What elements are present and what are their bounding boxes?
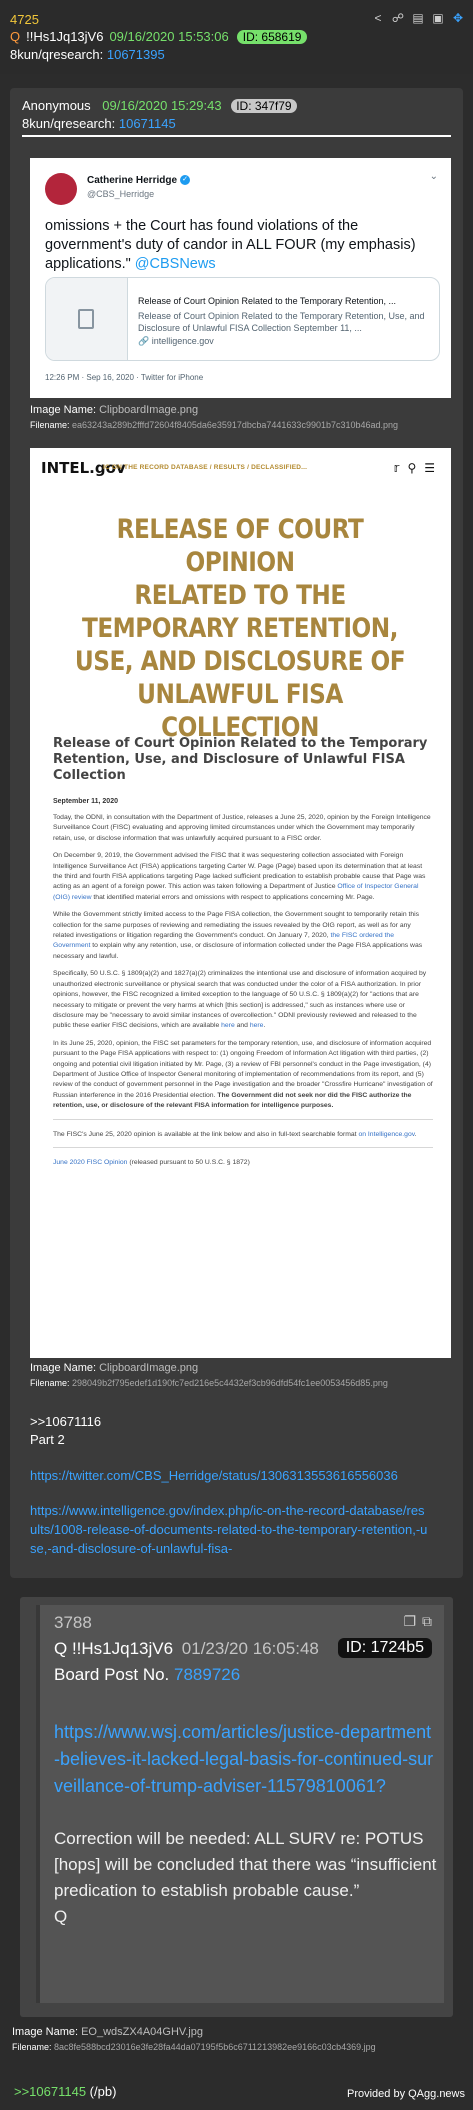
chevron-down-icon: ⌄ bbox=[429, 171, 438, 182]
intel-paragraph bbox=[53, 851, 433, 903]
intel-hero-line: TEMPORARY RETENTION, bbox=[82, 613, 398, 644]
q-drop-card bbox=[20, 1597, 453, 2017]
quoted-part-label: Part 2 bbox=[30, 1432, 65, 1447]
image2-name: ClipboardImage.png bbox=[99, 1362, 199, 1374]
intel-article-heading: Release of Court Opinion Related to the Temporary Retention, Use, and Disclosure of Unlawful FISA Collection bbox=[53, 736, 428, 783]
intel-gov-screenshot[interactable] bbox=[30, 448, 451, 1358]
image1-name-label: Image Name: bbox=[30, 404, 97, 416]
image2-name-row bbox=[30, 1362, 198, 1374]
post-meta bbox=[10, 29, 463, 44]
image3-name: EO_wdsZX4A04GHV.jpg bbox=[81, 2026, 203, 2038]
image3-filename-label: Filename: bbox=[12, 2042, 52, 2052]
drop-signature: Q bbox=[54, 1907, 68, 1926]
intel-text: While the Government strictly limited access to the Page FISA collection, the Government sought to temporarily retain this collection for the same purposes of reviewing and remediating the issues revealed by the OIG report, as well as for any related investigations or litigation regarding the Government's conduct. On January 7, 2020, bbox=[53, 911, 420, 940]
intel-text: Specifically, 50 U.S.C. § 1809(a)(2) and 1827(a)(2) criminalizes the intentional use and disclosure of information acquired by unauthorized electronic surveillance or physical search that was conducted under the color of a FISA authorization. In prior opinions, however, the FISC recognized a limited exception to the language of 50 U.S.C. § 1809(a)(2) for "actions that are necessary to mitigate or prevent the very harms at which [this section] is addressed," such as instances where use or disclosure may be "necessary to avoid similar instances of overcollection." ODNI previously reviewed and released to the public these earlier FISC decisions, which are available bbox=[53, 970, 427, 1030]
intel-text: In its June 25, 2020, opinion, the FISC set parameters for the temporary retention, use, and disclosure of information acquired pursuant to the Page FISA applications with respect to: (1) ongoing Freedom of Information Act litigation with third parties, (2) ongoing and potential civil litigation initiated by Mr. Page, (3) a review of FBI personnel's conduct in the Page investigation, (4) Department of Justice Office of Inspector General monitoring of implementation of recommendations from its report, and (5) review of the conduct of government personnel in the Page investigation and the broader "Crossfire Hurricane" investigation of Russian interference in the 2016 Presidential election. bbox=[53, 1039, 433, 1099]
quoted-post-header bbox=[10, 88, 463, 113]
intel-hero-title bbox=[69, 513, 411, 744]
tweet-card-title: Release of Court Opinion Related to the Temporary Retention, ... bbox=[138, 296, 396, 306]
intel-article bbox=[53, 736, 433, 1175]
image-icon[interactable]: ▣ bbox=[432, 11, 444, 25]
drop-board-post-link[interactable]: 7889726 bbox=[174, 1665, 241, 1684]
drop-id-badge: ID: 1724b5 bbox=[338, 1638, 432, 1658]
intel-hero-line: UNLAWFUL FISA COLLECTION bbox=[137, 679, 343, 743]
intel-logo: INTEL.gov bbox=[41, 459, 126, 477]
image3-name-row bbox=[12, 2026, 203, 2038]
footer-reply bbox=[14, 2084, 116, 2099]
board-reference bbox=[10, 47, 463, 62]
footer-reply-link[interactable]: >>10671145 bbox=[14, 2084, 87, 2099]
tripcode: !!Hs1Jq13jV6 bbox=[26, 29, 104, 44]
document-icon bbox=[78, 309, 94, 329]
quoted-timestamp: 09/16/2020 15:29:43 bbox=[102, 98, 222, 113]
menu-icon: ☰ bbox=[424, 461, 435, 475]
tweet-footer: 12:26 PM · Sep 16, 2020 · Twitter for iPhone bbox=[45, 373, 204, 382]
image2-filename-row bbox=[30, 1378, 388, 1388]
image3-filename: 8ac8fe588bcd23016e3fe28fa44da07195f5b6c6711213982ee9166c03cb4369.jpg bbox=[54, 2042, 376, 2052]
intel-paragraph: Today, the ODNI, in consultation with the Department of Justice, releases a June 25, 2020, opinion by the Foreign Intelligence Surveillance Court (FISC) evaluating and approving limited circumstances under which the Government may temporarily retain, use, or disclose information that was unlawfully acquired pursuant to a FISC order. bbox=[53, 814, 431, 842]
drop-header bbox=[54, 1639, 319, 1659]
twitter-icon: 𝕣 bbox=[393, 461, 400, 475]
intel-divider bbox=[53, 1147, 433, 1148]
post-header bbox=[0, 0, 473, 74]
intel-bold-text: The Government did not seek nor did the FISC authorize the retention, use, or disclosure of the relevant FISA information for intelligence purposes. bbox=[53, 1091, 412, 1110]
intel-hero-line: USE, AND DISCLOSURE OF bbox=[74, 646, 406, 677]
drop-board-row bbox=[54, 1665, 240, 1685]
drop-message: Correction will be needed: ALL SURV re: POTUS [hops] will be concluded that there was “insufficient predication to establish probable cause.” bbox=[54, 1829, 437, 1900]
intel-link: on Intelligence.gov bbox=[358, 1130, 415, 1138]
intel-text: and bbox=[234, 1022, 250, 1030]
image1-name: ClipboardImage.png bbox=[99, 404, 199, 416]
tweet-avatar bbox=[45, 173, 77, 205]
tweet-text bbox=[45, 217, 440, 274]
intel-breadcrumb: IC ON THE RECORD DATABASE / RESULTS / DECLASSIFIED... bbox=[103, 464, 308, 471]
intel-text: (released pursuant to 50 U.S.C. § 1872) bbox=[127, 1158, 250, 1166]
quoted-board-reference bbox=[10, 113, 463, 131]
intel-text: The FISC's June 25, 2020 opinion is available at the link below and also in full-text searchable format bbox=[53, 1130, 359, 1138]
quoted-author: Anonymous bbox=[22, 98, 91, 113]
image2-name-label: Image Name: bbox=[30, 1362, 97, 1374]
intel-text: . bbox=[263, 1022, 266, 1030]
image1-name-row bbox=[30, 404, 198, 416]
verified-icon: ✓ bbox=[180, 175, 190, 185]
drop-tools bbox=[403, 1613, 432, 1630]
intel-link: the FISC ordered the Government bbox=[53, 932, 394, 950]
quoted-reply-ref[interactable]: >>10671116 bbox=[30, 1414, 102, 1429]
image3-name-label: Image Name: bbox=[12, 2026, 79, 2038]
expand-icon[interactable]: ⧉ bbox=[422, 1613, 432, 1629]
q-mark: Q bbox=[10, 29, 21, 44]
intel-hero-line: RELEASE OF COURT OPINION bbox=[116, 514, 364, 578]
quoted-post bbox=[10, 88, 463, 1578]
tweet-author-line bbox=[87, 175, 190, 186]
footer-credit: Provided by QAgg.news bbox=[346, 2088, 465, 2100]
intel-paragraph bbox=[53, 1039, 433, 1112]
intel-text: that identified material errors and omissions with respect to applications concerning Mr. Page. bbox=[91, 893, 375, 901]
intel-icons bbox=[394, 461, 435, 475]
intel-text: On December 9, 2019, the Government advised the FISC that it was sequestering collection associated with Foreign Intelligence Surveillance Act (FISA) applications targeting Carter W. Page (Page) based upon its determination that at least the third and fourth FISA applications targeting Page lacked sufficient predication to establish probable cause that Page was acting as an agent of a foreign power. This action was taken following a Department of Justice bbox=[53, 852, 426, 891]
copy-icon[interactable]: ❐ bbox=[403, 1613, 416, 1629]
intel-paragraph bbox=[53, 1158, 433, 1168]
post-tools bbox=[371, 11, 465, 25]
poster-id-badge: ID: 658619 bbox=[237, 30, 308, 44]
tweet-card-thumbnail bbox=[46, 278, 128, 360]
wsj-article-link[interactable]: https://www.wsj.com/articles/justice-department-believes-it-lacked-legal-basis-for-continued-surveillance-of-trump-adviser-11579810061? bbox=[54, 1722, 434, 1796]
drop-author: Q !!Hs1Jq13jV6 bbox=[54, 1639, 174, 1658]
tweet-card-description: Release of Court Opinion Related to the Temporary Retention, Use, and Disclosure of Unlawful FISA Collection September 11, ... bbox=[138, 311, 425, 333]
twitter-status-link[interactable]: https://twitter.com/CBS_Herridge/status/1306313553616556036 bbox=[30, 1468, 398, 1483]
intel-topbar bbox=[41, 459, 439, 481]
quoted-id-badge: ID: 347f79 bbox=[231, 99, 296, 113]
pdf-icon[interactable]: ▤ bbox=[412, 11, 424, 25]
tweet-mention: @CBSNews bbox=[134, 256, 216, 272]
intel-link: here bbox=[221, 1022, 235, 1030]
image2-filename-label: Filename: bbox=[30, 1378, 70, 1388]
tweet-handle: @CBS_Herridge bbox=[87, 189, 155, 199]
image1-filename-row bbox=[30, 420, 398, 430]
intel-link: Office of Inspector General (OIG) review bbox=[53, 883, 419, 901]
quoted-divider bbox=[22, 135, 451, 137]
quoted-board-post-link[interactable]: 10671145 bbox=[118, 116, 176, 131]
move-icon[interactable]: ✥ bbox=[452, 11, 464, 25]
drop-number: 3788 bbox=[54, 1613, 92, 1632]
intel-link: June 2020 FISC Opinion bbox=[53, 1158, 128, 1166]
image1-filename: ea63243a289b2fffd72604f8405da6e35917dbcba7441633c9901b7c310b46ad.png bbox=[72, 420, 399, 430]
intel-link: here bbox=[249, 1022, 264, 1030]
tweet-link-card bbox=[45, 277, 440, 361]
tweet-card-domain: 🔗 intelligence.gov bbox=[138, 336, 214, 346]
intel-paragraph bbox=[53, 1130, 433, 1140]
image3-filename-row bbox=[12, 2042, 376, 2052]
intel-text: to explain why any retention, use, or disclosure of information collected under the Page FISA applications was necessary and lawful. bbox=[53, 942, 423, 960]
board-post-link[interactable]: 10671395 bbox=[106, 47, 165, 62]
intel-paragraph bbox=[53, 969, 433, 1031]
q-drop-inner bbox=[36, 1605, 444, 2003]
board-prefix: 8kun/qresearch: bbox=[10, 47, 104, 62]
intel-hero-line: RELATED TO THE bbox=[134, 580, 346, 611]
tweet-author-name: Catherine Herridge bbox=[87, 175, 178, 186]
intelligence-gov-link[interactable]: https://www.intelligence.gov/index.php/ic-on-the-record-database/results/1008-release-of-documents-related-to-the-temporary-retention,-use,-and-disclosure-of-unlawful-fisa- bbox=[30, 1503, 428, 1556]
post-timestamp: 09/16/2020 15:53:06 bbox=[109, 29, 229, 44]
share-icon[interactable]: < bbox=[374, 11, 382, 25]
tweet-card-domain-text: intelligence.gov bbox=[151, 336, 214, 346]
drop-text bbox=[54, 1826, 438, 1930]
image1-filename-label: Filename: bbox=[30, 420, 70, 430]
intel-article-date: September 11, 2020 bbox=[53, 798, 118, 805]
intel-divider bbox=[53, 1119, 433, 1120]
post-number[interactable]: 4725 bbox=[10, 12, 39, 27]
image2-filename: 298049b2f795edef1d190fc7ed216e5c4432ef3cb96dfd54fc1ee0053456d85.png bbox=[72, 1378, 388, 1388]
link-icon[interactable]: ☍ bbox=[391, 11, 405, 25]
footer-reply-suffix: (/pb) bbox=[86, 2084, 117, 2099]
drop-board-label: Board Post No. bbox=[54, 1665, 170, 1684]
quoted-board-prefix: 8kun/qresearch: bbox=[22, 116, 116, 131]
tweet-screenshot[interactable] bbox=[30, 158, 451, 398]
drop-timestamp: 01/23/20 16:05:48 bbox=[181, 1639, 319, 1658]
intel-paragraph bbox=[53, 910, 433, 962]
tweet-body: omissions + the Court has found violations of the government's duty of candor in ALL FOUR (my emphasis) applications." bbox=[45, 218, 416, 272]
intel-text: . bbox=[414, 1130, 417, 1138]
search-icon: ⚲ bbox=[407, 461, 417, 475]
